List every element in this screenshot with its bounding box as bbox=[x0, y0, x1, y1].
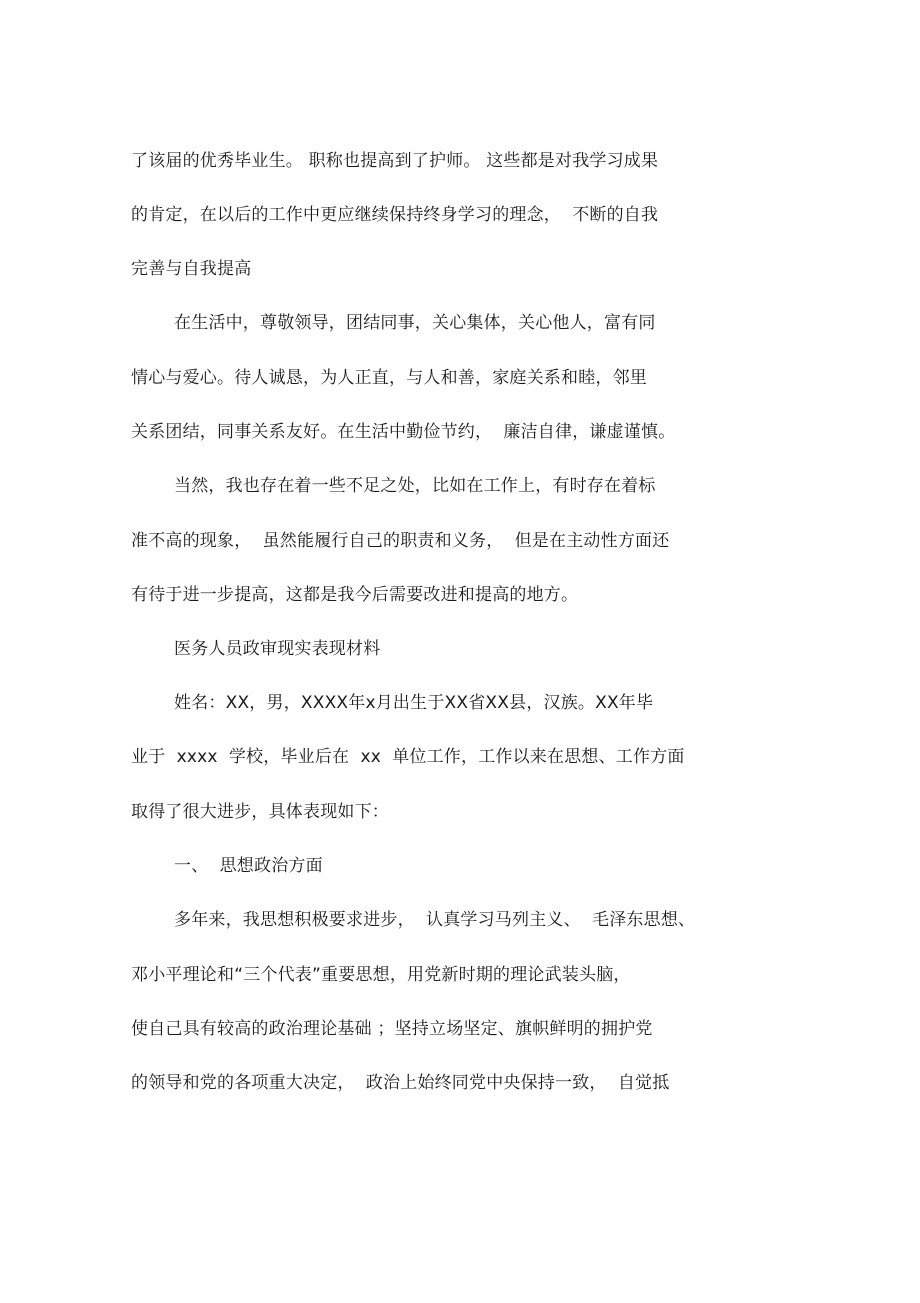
text-line: 多年来，我思想积极要求进步， 认真学习马列主义、 毛泽东思想、 bbox=[174, 910, 696, 930]
subsection-heading: 一、 思想政治方面 bbox=[174, 856, 323, 876]
text-line: 有待于进一步提高，这都是我今后需要改进和提高的地方。 bbox=[131, 585, 579, 605]
text-line: 了该届的优秀毕业生。 职称也提高到了护师。 这些都是对我学习成果 bbox=[131, 151, 659, 171]
text-line: 取得了很大进步，具体表现如下： bbox=[131, 802, 389, 822]
text-line: 在生活中，尊敬领导，团结同事，关心集体，关心他人，富有同 bbox=[174, 313, 656, 333]
text-line: 业于 xxxx 学校，毕业后在 xx 单位工作，工作以来在思想、工作方面 bbox=[131, 747, 685, 767]
text-line: 准不高的现象， 虽然能履行自己的职责和义务， 但是在主动性方面还 bbox=[131, 531, 670, 551]
text-line: 使自己具有较高的政治理论基础 ；坚持立场坚定、旗帜鲜明的拥护党 bbox=[131, 1019, 653, 1039]
text-line: 姓名：XX，男，XXXX年x月出生于XX省XX县，汉族。XX年毕 bbox=[174, 693, 654, 713]
text-line: 的肯定，在以后的工作中更应继续保持终身学习的理念， 不断的自我 bbox=[131, 205, 659, 225]
text-line: 的领导和党的各项重大决定， 政治上始终同党中央保持一致， 自觉抵 bbox=[131, 1073, 670, 1093]
text-line: 关系团结，同事关系友好。在生活中勤俭节约， 廉洁自律，谦虚谨慎。 bbox=[131, 422, 676, 442]
text-line: 当然，我也存在着一些不足之处，比如在工作上，有时存在着标 bbox=[174, 476, 656, 496]
text-line: 邓小平理论和“三个代表”重要思想，用党新时期的理论武装头脑， bbox=[131, 965, 631, 985]
text-line: 情心与爱心。待人诚恳，为人正直，与人和善，家庭关系和睦，邻里 bbox=[131, 368, 647, 388]
text-line: 完善与自我提高 bbox=[131, 259, 252, 279]
section-heading: 医务人员政审现实表现材料 bbox=[174, 639, 381, 659]
